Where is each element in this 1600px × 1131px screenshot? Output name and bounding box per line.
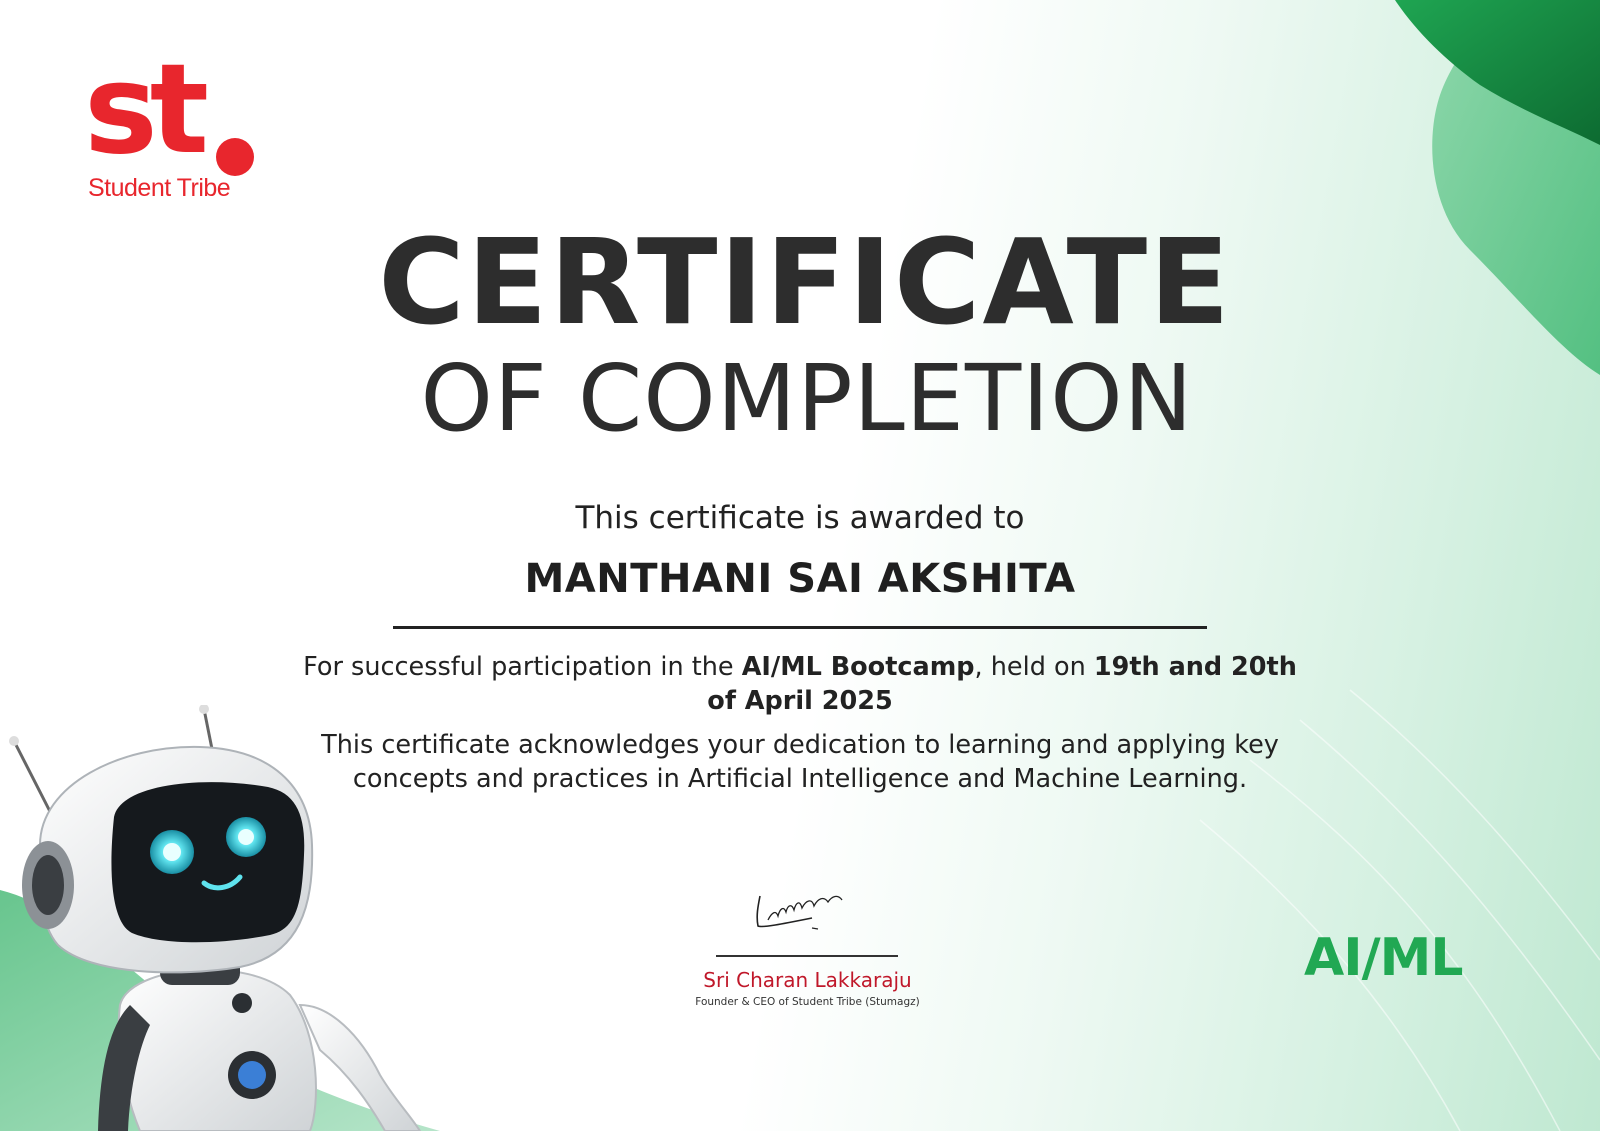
recipient-name: MANTHANI SAI AKSHITA	[524, 556, 1076, 602]
logo-mark: st	[84, 38, 202, 182]
certificate-title: CERTIFICATE	[378, 213, 1232, 351]
student-tribe-logo	[84, 38, 264, 210]
signatory-title: Founder & CEO of Student Tribe (Stumagz)	[695, 996, 920, 1008]
logo-dot	[216, 138, 254, 176]
name-underline	[393, 626, 1207, 629]
certificate-subtitle: OF COMPLETION	[420, 345, 1194, 452]
program-name: AI/ML Bootcamp	[741, 652, 975, 682]
robot-icon	[0, 705, 440, 1131]
signature-line	[716, 955, 898, 957]
signatory-name: Sri Charan Lakkaraju	[703, 968, 912, 992]
signature-image	[752, 888, 872, 938]
awarded-to-text: This certificate is awarded to	[575, 500, 1025, 536]
acknowledgement-text: This certificate acknowledges your dedication to learning and applying key concepts and practices in Artificial Intelligence and Machine Learning.	[321, 730, 1279, 794]
participation-prefix: For successful participation in the	[303, 652, 742, 682]
participation-text	[300, 650, 1300, 718]
event-dates: 19th and 20th of April 2025	[707, 652, 1297, 716]
participation-middle: , held on	[974, 652, 1094, 682]
aiml-badge: AI/ML	[1304, 928, 1463, 988]
logo-subtitle: Student Tribe	[88, 174, 231, 202]
